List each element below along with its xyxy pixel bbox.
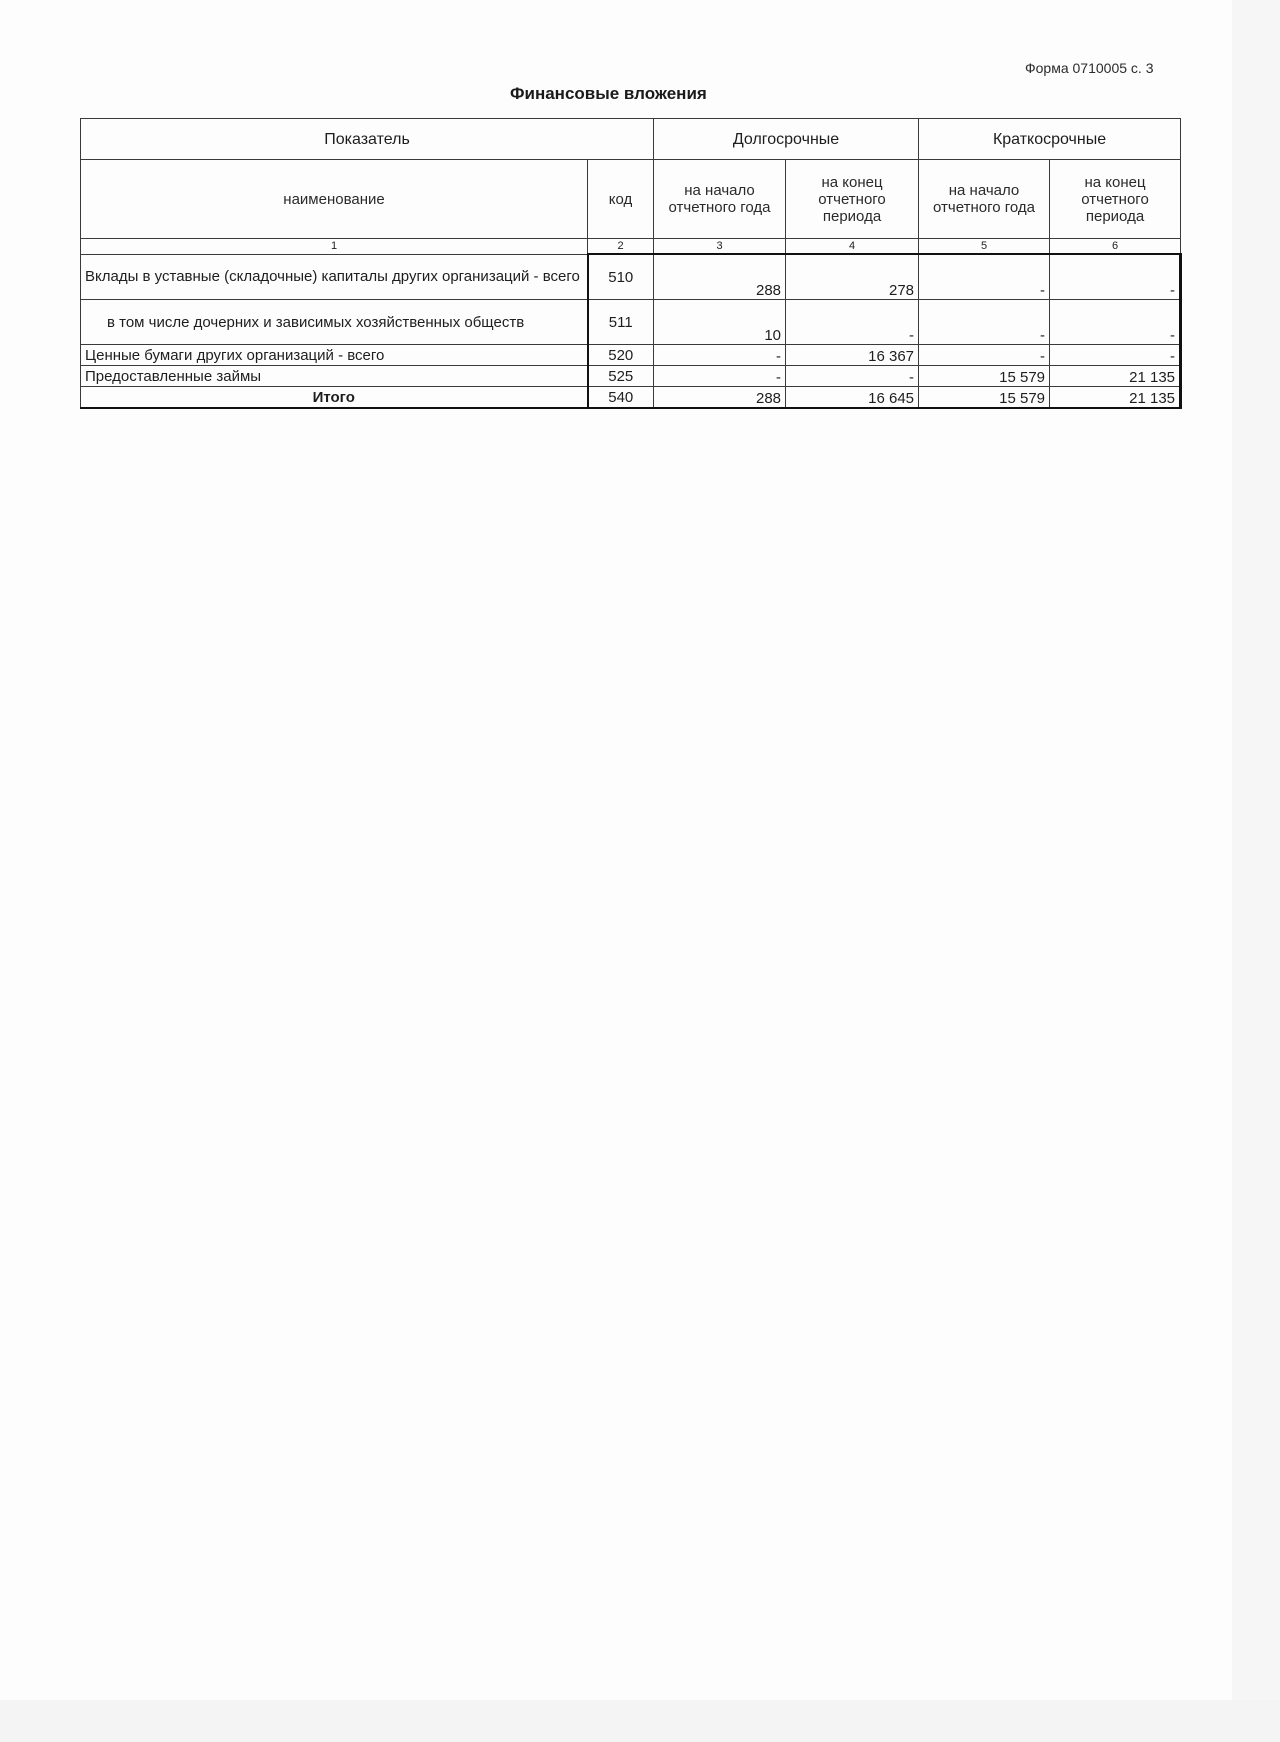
header-row-columns: [81, 160, 1181, 239]
header-short-term: Краткосрочные: [919, 119, 1181, 160]
scan-page-bottom: [0, 1700, 1280, 1742]
row-name: Итого: [81, 387, 588, 409]
header-st-start: на начало отчетного года: [919, 160, 1050, 239]
header-indicator: Показатель: [81, 119, 654, 160]
lt-start-value: 288: [654, 387, 786, 409]
st-start-value: 15 579: [919, 366, 1050, 387]
table-row: [81, 300, 1181, 345]
header-long-term: Долгосрочные: [654, 119, 919, 160]
row-name: Ценные бумаги других организаций - всего: [81, 345, 588, 366]
lt-start-value: -: [654, 366, 786, 387]
st-end-value: -: [1050, 254, 1181, 300]
col-number: 3: [654, 239, 786, 255]
st-end-value: 21 135: [1050, 387, 1181, 409]
st-start-value: -: [919, 300, 1050, 345]
header-name: наименование: [81, 160, 588, 239]
form-code: Форма 0710005 с. 3: [1025, 60, 1154, 76]
page-title: Финансовые вложения: [510, 84, 707, 103]
st-end-value: -: [1050, 345, 1181, 366]
st-end-value: 21 135: [1050, 366, 1181, 387]
table-row-total: [81, 387, 1181, 409]
col-number: 4: [786, 239, 919, 255]
lt-end-value: -: [786, 366, 919, 387]
row-code: 511: [588, 300, 654, 345]
row-code: 540: [588, 387, 654, 409]
row-name: Предоставленные займы: [81, 366, 588, 387]
st-start-value: 15 579: [919, 387, 1050, 409]
st-start-value: -: [919, 345, 1050, 366]
st-end-value: -: [1050, 300, 1181, 345]
lt-start-value: 10: [654, 300, 786, 345]
col-number: 6: [1050, 239, 1181, 255]
header-st-end: на конец отчетного периода: [1050, 160, 1181, 239]
st-start-value: -: [919, 254, 1050, 300]
header-row-groups: [81, 119, 1181, 160]
row-code: 525: [588, 366, 654, 387]
lt-end-value: 16 645: [786, 387, 919, 409]
table-row: [81, 254, 1181, 300]
row-code: 520: [588, 345, 654, 366]
col-number: 2: [588, 239, 654, 255]
header-lt-end: на конец отчетного периода: [786, 160, 919, 239]
lt-start-value: -: [654, 345, 786, 366]
row-name: в том числе дочерних и зависимых хозяйственных обществ: [81, 300, 588, 345]
lt-start-value: 288: [654, 254, 786, 300]
table-row: [81, 345, 1181, 366]
header-code: код: [588, 160, 654, 239]
lt-end-value: -: [786, 300, 919, 345]
col-number: 1: [81, 239, 588, 255]
scan-page-edge: [1232, 0, 1280, 1742]
col-number: 5: [919, 239, 1050, 255]
lt-end-value: 278: [786, 254, 919, 300]
row-code: 510: [588, 254, 654, 300]
row-name: Вклады в уставные (складочные) капиталы других организаций - всего: [81, 254, 588, 300]
lt-end-value: 16 367: [786, 345, 919, 366]
header-lt-start: на начало отчетного года: [654, 160, 786, 239]
financial-investments-table: [80, 118, 1182, 409]
header-row-numbers: [81, 239, 1181, 255]
table-row: [81, 366, 1181, 387]
